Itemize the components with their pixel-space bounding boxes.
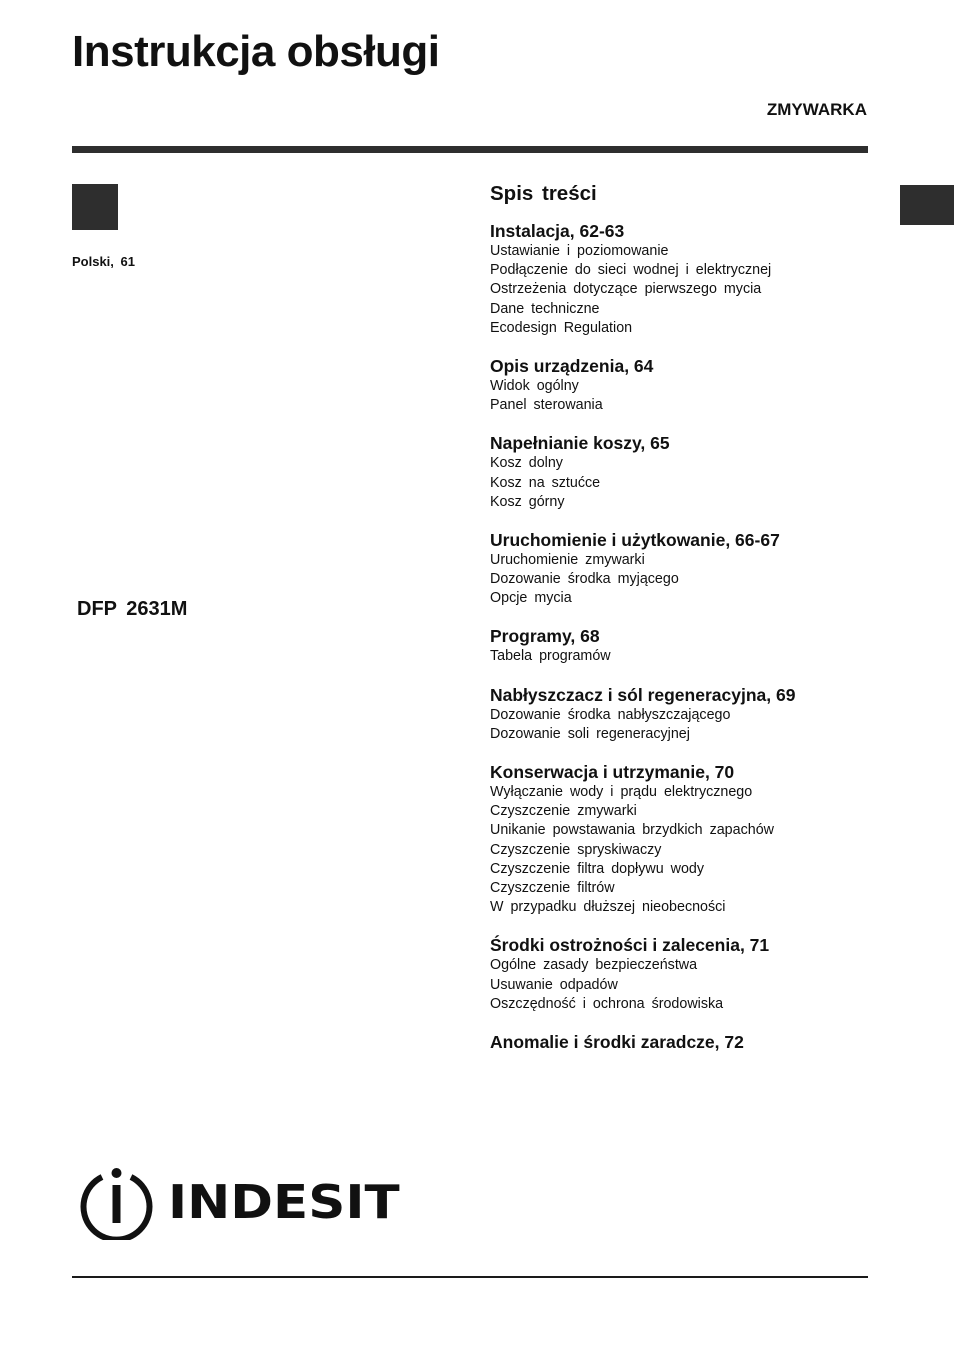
toc-section xyxy=(490,1031,890,1053)
model-number: DFP 2631M xyxy=(77,598,188,620)
language-label: Polski, 61 xyxy=(72,254,135,269)
toc-item: Ogólne zasady bezpieczeństwa xyxy=(490,957,698,974)
toc-section-list xyxy=(490,220,890,1053)
toc-item: Wyłączanie wody i prądu elektrycznego xyxy=(490,784,753,800)
toc-item-list xyxy=(490,706,890,744)
toc-item: Ostrzeżenia dotyczące pierwszego mycia xyxy=(490,281,762,298)
toc-item-list xyxy=(490,551,890,609)
toc-item: Ustawianie i poziomowanie xyxy=(490,243,669,259)
toc-section-title: Uruchomienie i użytkowanie, 66-67 xyxy=(490,529,780,550)
toc-item: W przypadku dłuższej nieobecności xyxy=(490,899,726,916)
toc-section xyxy=(490,220,890,338)
toc-item-list xyxy=(490,783,890,917)
brand-wordmark: INDESIT xyxy=(168,1175,400,1229)
toc-item: Kosz dolny xyxy=(490,455,563,472)
toc-item: Kosz na sztućce xyxy=(490,474,601,491)
toc-section-title: Anomalie i środki zaradcze, 72 xyxy=(490,1031,744,1052)
toc-item: Podłączenie do sieci wodnej i elektrycznej xyxy=(490,262,772,279)
toc-item: Dozowanie środka nabłyszczającego xyxy=(490,706,731,723)
toc-item: Ecodesign Regulation xyxy=(490,319,633,336)
toc-item: Tabela programów xyxy=(490,648,611,665)
toc-item: Usuwanie odpadów xyxy=(490,976,618,993)
product-category: ZMYWARKA xyxy=(766,100,867,119)
toc-item: Unikanie powstawania brzydkich zapachów xyxy=(490,822,774,839)
toc-item-list xyxy=(490,647,890,666)
toc-section xyxy=(490,934,890,1014)
toc-item: Czyszczenie spryskiwaczy xyxy=(490,841,662,858)
toc-section-title: Konserwacja i utrzymanie, 70 xyxy=(490,762,735,782)
language-marker-square xyxy=(72,184,118,230)
toc-item: Opcje mycia xyxy=(490,590,572,607)
toc-section xyxy=(490,625,890,666)
language-side-tab xyxy=(900,185,954,225)
toc-item-list xyxy=(490,956,890,1014)
toc-item: Kosz górny xyxy=(490,493,565,510)
toc-section xyxy=(490,432,890,512)
toc-item: Dozowanie soli regeneracyjnej xyxy=(490,725,690,742)
toc-section xyxy=(490,355,890,415)
toc-section-title: Nabłyszczacz i sól regeneracyjna, 69 xyxy=(490,684,796,705)
document-title: Instrukcja obsługi xyxy=(72,27,440,76)
toc-section xyxy=(490,761,890,917)
footer-divider xyxy=(72,1276,868,1278)
toc-item: Oszczędność i ochrona środowiska xyxy=(490,995,724,1012)
toc-item: Dane techniczne xyxy=(490,300,600,317)
table-of-contents xyxy=(490,178,890,1053)
toc-section-title: Środki ostrożności i zalecenia, 71 xyxy=(490,935,770,956)
toc-item: Czyszczenie filtrów xyxy=(490,879,615,896)
toc-heading: Spis treści xyxy=(490,182,597,205)
toc-section-title: Programy, 68 xyxy=(490,626,600,647)
toc-section-title: Napełnianie koszy, 65 xyxy=(490,433,670,454)
toc-item: Dozowanie środka myjącego xyxy=(490,571,679,588)
header-divider xyxy=(72,146,868,153)
toc-section-title: Opis urządzenia, 64 xyxy=(490,355,654,376)
toc-item-list xyxy=(490,454,890,512)
toc-section xyxy=(490,684,890,744)
toc-item: Uruchomienie zmywarki xyxy=(490,551,645,568)
toc-item: Panel sterowania xyxy=(490,397,603,414)
toc-item: Widok ogólny xyxy=(490,377,579,394)
toc-item-list xyxy=(490,242,890,338)
indesit-logo xyxy=(80,1165,400,1240)
toc-item: Czyszczenie filtra dopływu wody xyxy=(490,860,705,877)
toc-item: Czyszczenie zmywarki xyxy=(490,803,637,820)
toc-section xyxy=(490,529,890,609)
toc-item-list xyxy=(490,377,890,415)
toc-section-title: Instalacja, 62-63 xyxy=(490,221,625,241)
